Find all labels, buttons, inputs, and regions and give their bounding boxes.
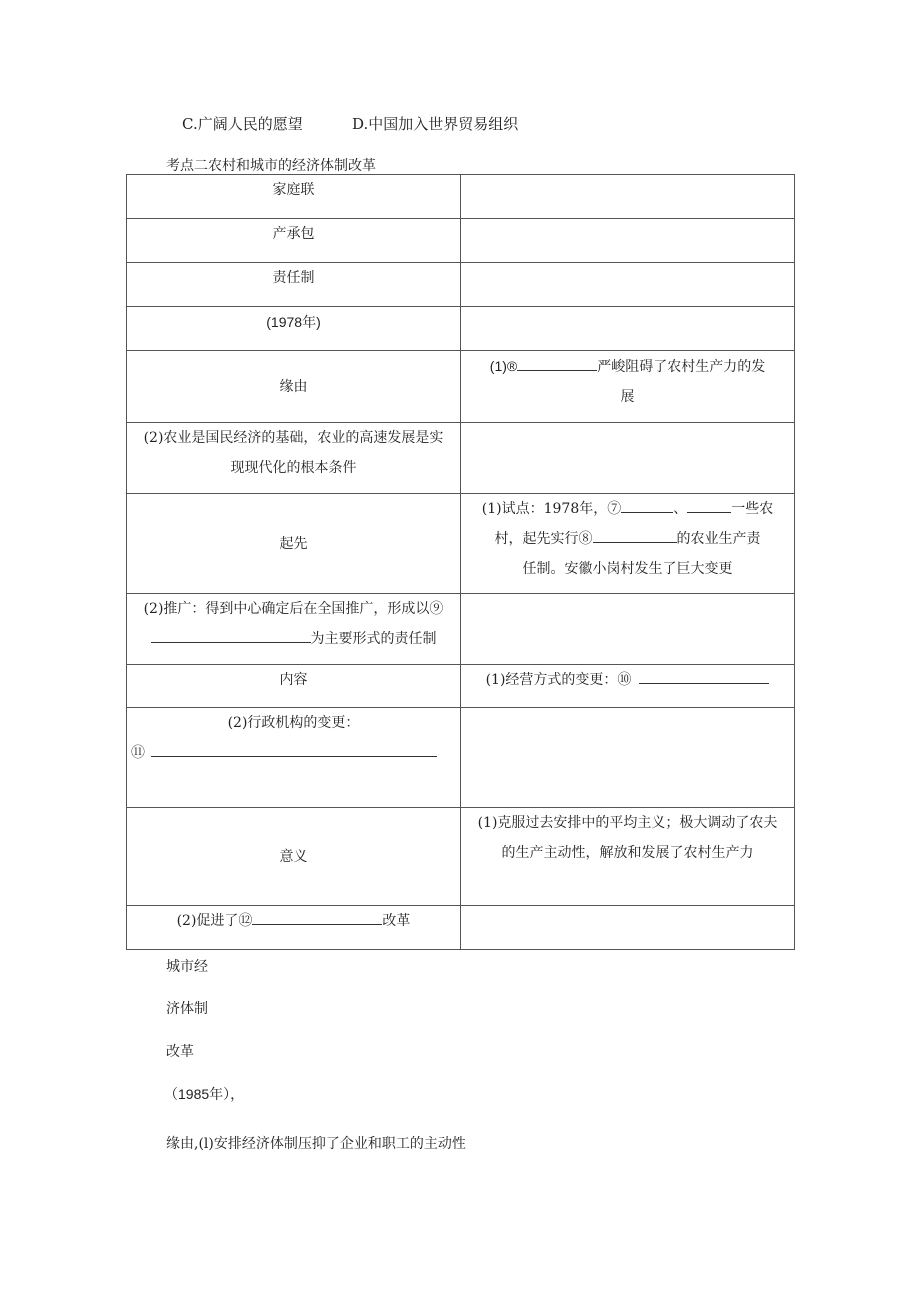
blank-8[interactable] xyxy=(593,528,677,543)
empty-cell xyxy=(461,307,795,351)
blank-6[interactable] xyxy=(517,356,597,371)
start-label-cell: 起先 xyxy=(127,494,461,594)
empty-cell xyxy=(461,906,795,950)
content-1-cell: (1)经营方式的变更：⑩ xyxy=(461,665,795,708)
city-line-1: 城市经 xyxy=(166,959,208,975)
city-line-3: 改革 xyxy=(166,1044,194,1060)
empty-cell xyxy=(461,219,795,263)
option-d: D.中国加入世界贸易组织 xyxy=(352,115,519,133)
blank-10[interactable] xyxy=(639,669,769,684)
meaning-1-cell: (1)克服过去安排中的平均主义；极大调动了农夫 的生产主动性，解放和发展了农村生产力 xyxy=(461,808,795,906)
reform-table xyxy=(126,174,795,950)
title-cell-2: 产承包 xyxy=(127,219,461,263)
cause-1-cell: (1)® 严峻阻碍了农村生产力的发 展 xyxy=(461,351,795,423)
blank-7a[interactable] xyxy=(621,498,673,513)
content-2-cell: (2)行政机构的变更： ⑪ xyxy=(127,708,461,808)
blank-7b[interactable] xyxy=(687,498,731,513)
cause-label-cell: 缘由 xyxy=(127,351,461,423)
city-year: （1985年）， xyxy=(164,1086,245,1102)
city-line-2: 济体制 xyxy=(166,1001,208,1017)
content-label-cell: 内容 xyxy=(127,665,461,708)
blank-9[interactable] xyxy=(151,628,311,643)
meaning-2-cell: (2)促进了⑫ 改革 xyxy=(127,906,461,950)
empty-cell xyxy=(461,263,795,307)
city-cause: 缘由,(l)安排经济体制压抑了企业和职工的主动性 xyxy=(166,1136,466,1152)
title-cell-3: 责任制 xyxy=(127,263,461,307)
title-cell-4: (1978年) xyxy=(127,307,461,351)
blank-12[interactable] xyxy=(252,910,382,925)
empty-cell xyxy=(461,175,795,219)
start-1-cell: (1)试点：1978年，⑦ 、 一些农 村，起先实行⑧ 的农业生产责 任制。安徽小岗村发生了巨大变更 xyxy=(461,494,795,594)
cause-2-cell: (2)农业是国民经济的基础，农业的高速发展是实 现现代化的根本条件 xyxy=(127,423,461,494)
empty-cell xyxy=(461,594,795,665)
option-c: C.广阔人民的愿望 xyxy=(182,115,303,133)
empty-cell xyxy=(461,708,795,808)
title-cell-1: 家庭联 xyxy=(127,175,461,219)
section-title: 考点二农村和城市的经济体制改革 xyxy=(166,158,376,174)
start-2-cell: (2)推广：得到中心确定后在全国推广，形成以⑨ 为主要形式的责任制 xyxy=(127,594,461,665)
blank-11[interactable] xyxy=(151,742,437,757)
empty-cell xyxy=(461,423,795,494)
meaning-label-cell: 意义 xyxy=(127,808,461,906)
